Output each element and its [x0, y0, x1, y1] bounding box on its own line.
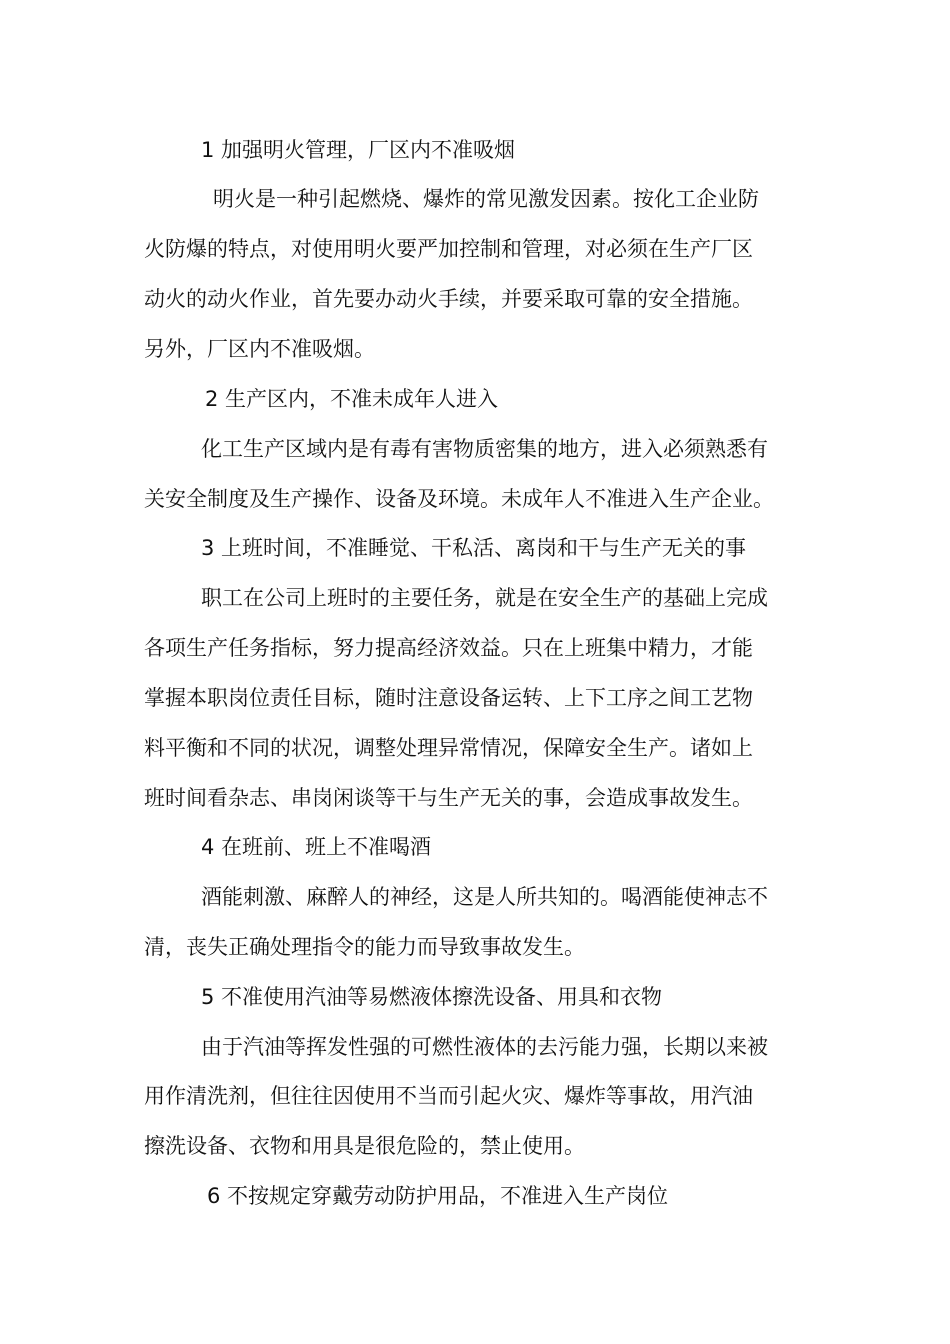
heading-2: 2 生产区内，不准未成年人进入 — [205, 387, 499, 411]
heading-4: 4 在班前、班上不准喝酒 — [201, 835, 432, 859]
paragraph-3-line-5: 班时间看杂志、串岗闲谈等干与生产无关的事，会造成事故发生。 — [144, 786, 753, 810]
paragraph-3-line-4: 料平衡和不同的状况，调整处理异常情况，保障安全生产。诸如上 — [144, 736, 753, 760]
paragraph-4-line-2: 清，丧失正确处理指令的能力而导致事故发生。 — [144, 935, 585, 959]
paragraph-4-line-1: 酒能刺激、麻醉人的神经，这是人所共知的。喝酒能使神志不 — [201, 885, 768, 909]
paragraph-2-line-1: 化工生产区域内是有毒有害物质密集的地方，进入必须熟悉有 — [201, 437, 768, 461]
heading-3: 3 上班时间，不准睡觉、干私活、离岗和干与生产无关的事 — [201, 536, 747, 560]
paragraph-5-line-2: 用作清洗剂，但往往因使用不当而引起火灾、爆炸等事故，用汽油 — [144, 1084, 753, 1108]
paragraph-3-line-3: 掌握本职岗位责任目标，随时注意设备运转、上下工序之间工艺物 — [144, 686, 753, 710]
paragraph-2-line-2: 关安全制度及生产操作、设备及环境。未成年人不准进入生产企业。 — [144, 487, 774, 511]
paragraph-3-line-2: 各项生产任务指标，努力提高经济效益。只在上班集中精力，才能 — [144, 636, 753, 660]
paragraph-3-line-1: 职工在公司上班时的主要任务，就是在安全生产的基础上完成 — [201, 586, 768, 610]
paragraph-1-line-4: 另外，厂区内不准吸烟。 — [144, 337, 375, 361]
paragraph-1-line-1: 明火是一种引起燃烧、爆炸的常见激发因素。按化工企业防 — [213, 187, 759, 211]
heading-5: 5 不准使用汽油等易燃液体擦洗设备、用具和衣物 — [201, 985, 663, 1009]
heading-6: 6 不按规定穿戴劳动防护用品，不准进入生产岗位 — [207, 1184, 669, 1208]
paragraph-5-line-3: 擦洗设备、衣物和用具是很危险的，禁止使用。 — [144, 1134, 585, 1158]
paragraph-1-line-2: 火防爆的特点，对使用明火要严加控制和管理，对必须在生产厂区 — [144, 237, 753, 261]
paragraph-1-line-3: 动火的动火作业，首先要办动火手续，并要采取可靠的安全措施。 — [144, 287, 753, 311]
heading-1: 1 加强明火管理，厂区内不准吸烟 — [201, 138, 516, 162]
paragraph-5-line-1: 由于汽油等挥发性强的可燃性液体的去污能力强，长期以来被 — [201, 1035, 768, 1059]
